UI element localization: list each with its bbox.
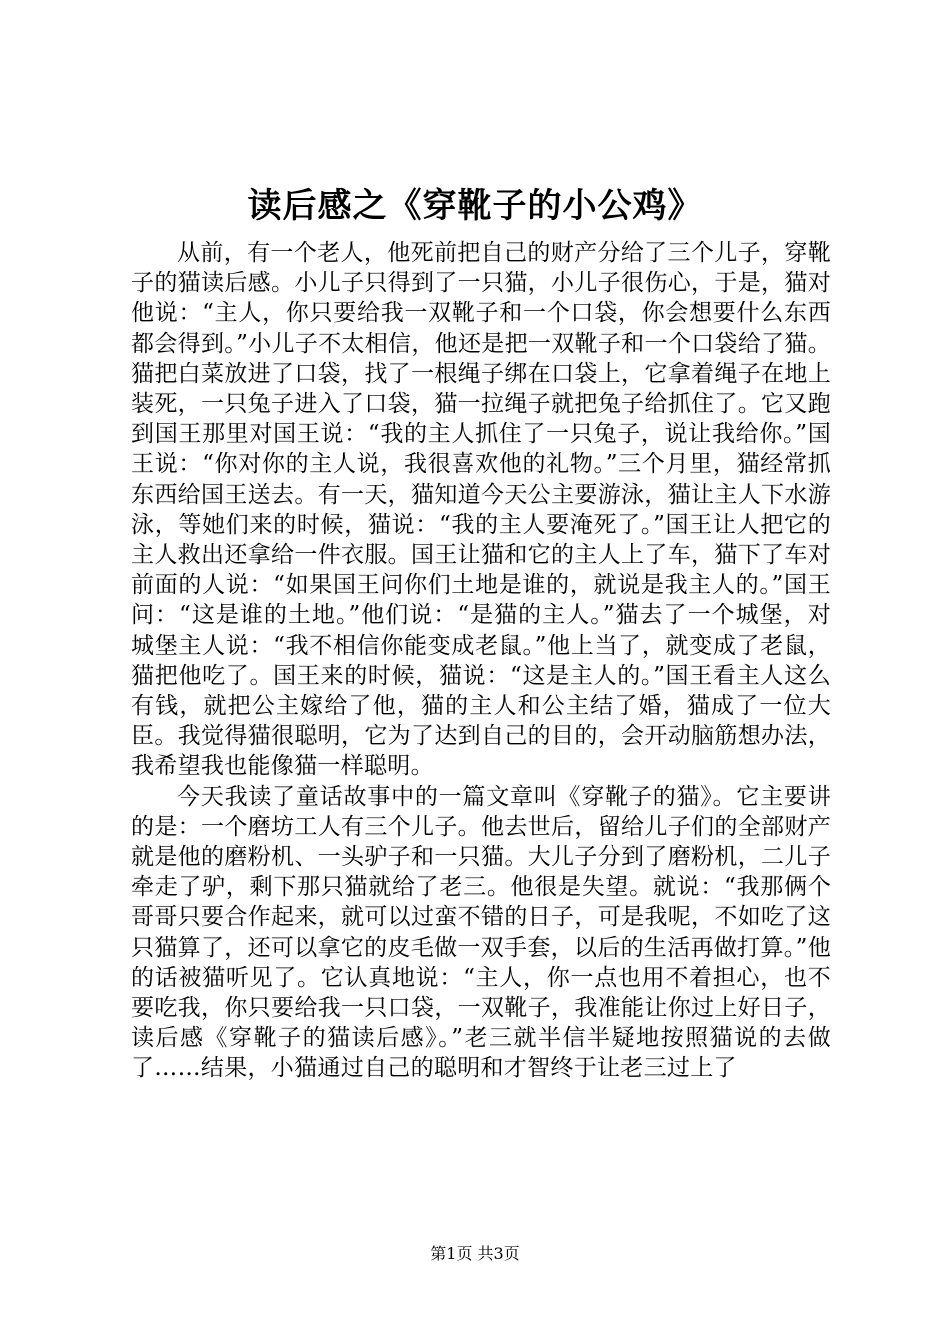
paragraph-2: 今天我读了童话故事中的一篇文章叫《穿靴子的猫》。它主要讲的是：一个磨坊工人有三个儿子。他去世后，留给儿子们的全部财产就是他的磨粉机、一头驴子和一只猫。大儿子分到了磨粉机，二儿子牵走了驴，剩下那只猫就给了老三。他很是失望。就说：“我那俩个哥哥只要合作起来，就可以过蛮不错的日子，可是我呢，不如吃了这只猫算了，还可以拿它的皮毛做一双手套，以后的生活再做打算。”他的话被猫听见了。它认真地说：“主人，你一点也用不着担心，也不要吃我，你只要给我一只口袋，一双靴子，我准能让你过上好日子，读后感《穿靴子的猫读后感》。”老三就半信半疑地按照猫说的去做了……结果，小猫通过自己的聪明和才智终于让老三过上了 bbox=[131, 783, 831, 1082]
paragraph-1: 从前，有一个老人，他死前把自己的财产分给了三个儿子，穿靴子的猫读后感。小儿子只得到了一只猫，小儿子很伤心，于是，猫对他说：“主人，你只要给我一双靴子和一个口袋，你会想要什么东西都会得到。”小儿子不太相信，他还是把一双靴子和一个口袋给了猫。猫把白菜放进了口袋，找了一根绳子绑在口袋上，它拿着绳子在地上装死，一只兔子进入了口袋，猫一拉绳子就把兔子给抓住了。它又跑到国王那里对国王说：“我的主人抓住了一只兔子，说让我给你。”国王说：“你对你的主人说，我很喜欢他的礼物。”三个月里，猫经常抓东西给国王送去。有一天，猫知道今天公主要游泳，猫让主人下水游泳，等她们来的时候，猫说：“我的主人要淹死了。”国王让人把它的主人救出还拿给一件衣服。国王让猫和它的主人上了车，猫下了车对前面的人说：“如果国王问你们土地是谁的，就说是我主人的。”国王问：“这是谁的土地。”他们说：“是猫的主人。”猫去了一个城堡，对城堡主人说：“我不相信你能变成老鼠。”他上当了，就变成了老鼠，猫把他吃了。国王来的时候，猫说：“这是主人的。”国王看主人这么有钱，就把公主嫁给了他，猫的主人和公主结了婚，猫成了一位大臣。我觉得猫很聪明，它为了达到自己的目的，会开动脑筋想办法，我希望我也能像猫一样聪明。 bbox=[131, 240, 831, 780]
document-title: 读后感之《穿靴子的小公鸡》 bbox=[247, 186, 703, 226]
document-body bbox=[131, 238, 831, 1084]
page-footer: 第1页 共3页 bbox=[430, 1244, 520, 1263]
